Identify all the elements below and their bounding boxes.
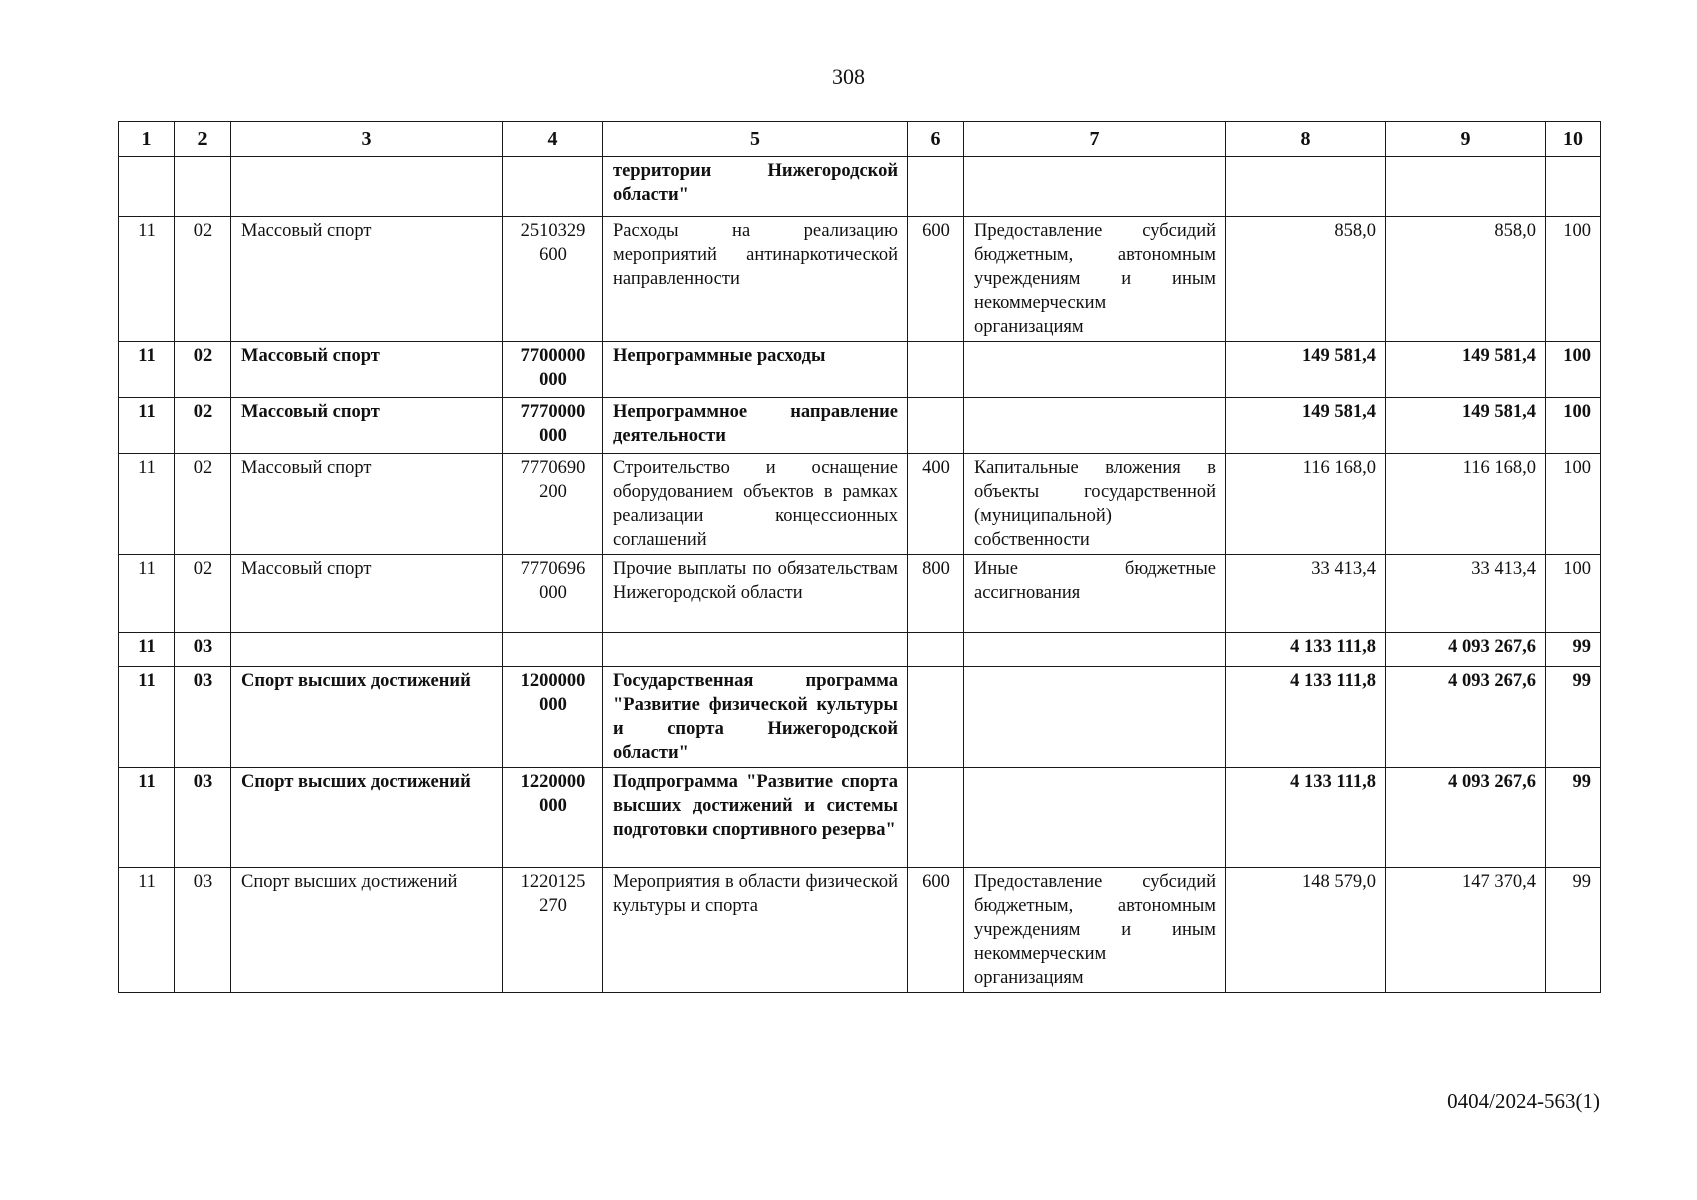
expense-type-code: 400 — [908, 454, 964, 555]
column-header: 9 — [1386, 122, 1546, 157]
target-article-code: 7770696 000 — [503, 555, 603, 633]
executed-amount: 149 581,4 — [1386, 342, 1546, 398]
subsection-code: 02 — [175, 454, 231, 555]
target-article-code — [503, 633, 603, 667]
execution-percent — [1546, 157, 1601, 217]
expense-type-name — [964, 633, 1226, 667]
column-header: 10 — [1546, 122, 1601, 157]
subsection-name: Массовый спорт — [231, 454, 503, 555]
expense-type-code: 800 — [908, 555, 964, 633]
table-row — [119, 157, 1601, 217]
executed-amount: 4 093 267,6 — [1386, 667, 1546, 768]
subsection-code — [175, 157, 231, 217]
target-article-code: 1220125 270 — [503, 868, 603, 993]
planned-amount: 4 133 111,8 — [1226, 633, 1386, 667]
section-code: 11 — [119, 633, 175, 667]
column-header: 1 — [119, 122, 175, 157]
column-header: 6 — [908, 122, 964, 157]
subsection-name: Массовый спорт — [231, 217, 503, 342]
target-article-name: Мероприятия в области физической культуры и спорта — [603, 868, 908, 993]
target-article-code: 7770690 200 — [503, 454, 603, 555]
target-article-name: Государственная программа "Развитие физической культуры и спорта Нижегородской области" — [603, 667, 908, 768]
subsection-code: 02 — [175, 342, 231, 398]
section-code: 11 — [119, 217, 175, 342]
expense-type-name: Предоставление субсидий бюджетным, автономным учреждениям и иным некоммерческим организациям — [964, 868, 1226, 993]
execution-percent: 99 — [1546, 633, 1601, 667]
execution-percent: 100 — [1546, 342, 1601, 398]
execution-percent: 100 — [1546, 398, 1601, 454]
target-article-code: 2510329 600 — [503, 217, 603, 342]
target-article-name: Подпрограмма "Развитие спорта высших достижений и системы подготовки спортивного резерва" — [603, 768, 908, 868]
subsection-code: 02 — [175, 398, 231, 454]
target-article-name: территории Нижегородской области" — [603, 157, 908, 217]
table-row — [119, 217, 1601, 342]
subsection-code: 02 — [175, 555, 231, 633]
subsection-name: Массовый спорт — [231, 398, 503, 454]
subsection-code: 03 — [175, 868, 231, 993]
expense-type-code — [908, 633, 964, 667]
section-code: 11 — [119, 398, 175, 454]
target-article-name: Строительство и оснащение оборудованием объектов в рамках реализации концессионных соглашений — [603, 454, 908, 555]
target-article-code: 7770000 000 — [503, 398, 603, 454]
subsection-name: Спорт высших достижений — [231, 868, 503, 993]
table-row — [119, 342, 1601, 398]
table-row — [119, 555, 1601, 633]
expense-type-code — [908, 342, 964, 398]
planned-amount: 116 168,0 — [1226, 454, 1386, 555]
subsection-code: 02 — [175, 217, 231, 342]
column-header: 7 — [964, 122, 1226, 157]
expense-type-code: 600 — [908, 868, 964, 993]
table-row — [119, 398, 1601, 454]
execution-percent: 100 — [1546, 555, 1601, 633]
table-row — [119, 454, 1601, 555]
document-code: 0404/2024-563(1) — [1447, 1089, 1600, 1113]
target-article-code: 7700000 000 — [503, 342, 603, 398]
expense-type-code: 600 — [908, 217, 964, 342]
expense-type-name — [964, 342, 1226, 398]
subsection-name: Спорт высших достижений — [231, 667, 503, 768]
executed-amount: 4 093 267,6 — [1386, 633, 1546, 667]
planned-amount — [1226, 157, 1386, 217]
planned-amount: 148 579,0 — [1226, 868, 1386, 993]
target-article-code — [503, 157, 603, 217]
subsection-code: 03 — [175, 633, 231, 667]
column-header: 2 — [175, 122, 231, 157]
table-row — [119, 667, 1601, 768]
section-code: 11 — [119, 342, 175, 398]
expense-type-name — [964, 398, 1226, 454]
target-article-name: Прочие выплаты по обязательствам Нижегородской области — [603, 555, 908, 633]
expense-type-name: Капитальные вложения в объекты государственной (муниципальной) собственности — [964, 454, 1226, 555]
section-code: 11 — [119, 667, 175, 768]
table-row — [119, 768, 1601, 868]
executed-amount: 147 370,4 — [1386, 868, 1546, 993]
executed-amount: 4 093 267,6 — [1386, 768, 1546, 868]
planned-amount: 33 413,4 — [1226, 555, 1386, 633]
executed-amount: 116 168,0 — [1386, 454, 1546, 555]
execution-percent: 100 — [1546, 454, 1601, 555]
section-code: 11 — [119, 454, 175, 555]
expense-type-code — [908, 398, 964, 454]
planned-amount: 4 133 111,8 — [1226, 768, 1386, 868]
target-article-name — [603, 633, 908, 667]
target-article-name: Расходы на реализацию мероприятий антинаркотической направленности — [603, 217, 908, 342]
subsection-code: 03 — [175, 768, 231, 868]
executed-amount — [1386, 157, 1546, 217]
budget-table — [118, 121, 1601, 993]
column-header: 8 — [1226, 122, 1386, 157]
subsection-name — [231, 633, 503, 667]
section-code — [119, 157, 175, 217]
table-row — [119, 633, 1601, 667]
target-article-name: Непрограммные расходы — [603, 342, 908, 398]
execution-percent: 99 — [1546, 868, 1601, 993]
subsection-name: Массовый спорт — [231, 555, 503, 633]
execution-percent: 99 — [1546, 667, 1601, 768]
section-code: 11 — [119, 768, 175, 868]
planned-amount: 4 133 111,8 — [1226, 667, 1386, 768]
expense-type-name: Предоставление субсидий бюджетным, автономным учреждениям и иным некоммерческим организациям — [964, 217, 1226, 342]
subsection-name: Массовый спорт — [231, 342, 503, 398]
target-article-code: 1200000 000 — [503, 667, 603, 768]
target-article-code: 1220000 000 — [503, 768, 603, 868]
page-number: 308 — [832, 64, 865, 89]
planned-amount: 858,0 — [1226, 217, 1386, 342]
table-header-row — [119, 122, 1601, 157]
section-code: 11 — [119, 868, 175, 993]
expense-type-name — [964, 768, 1226, 868]
expense-type-name — [964, 157, 1226, 217]
execution-percent: 99 — [1546, 768, 1601, 868]
executed-amount: 33 413,4 — [1386, 555, 1546, 633]
executed-amount: 149 581,4 — [1386, 398, 1546, 454]
expense-type-code — [908, 768, 964, 868]
execution-percent: 100 — [1546, 217, 1601, 342]
expense-type-name — [964, 667, 1226, 768]
subsection-code: 03 — [175, 667, 231, 768]
executed-amount: 858,0 — [1386, 217, 1546, 342]
table-row — [119, 868, 1601, 993]
column-header: 3 — [231, 122, 503, 157]
column-header: 5 — [603, 122, 908, 157]
section-code: 11 — [119, 555, 175, 633]
planned-amount: 149 581,4 — [1226, 342, 1386, 398]
expense-type-name: Иные бюджетные ассигнования — [964, 555, 1226, 633]
expense-type-code — [908, 667, 964, 768]
target-article-name: Непрограммное направление деятельности — [603, 398, 908, 454]
planned-amount: 149 581,4 — [1226, 398, 1386, 454]
subsection-name: Спорт высших достижений — [231, 768, 503, 868]
expense-type-code — [908, 157, 964, 217]
subsection-name — [231, 157, 503, 217]
column-header: 4 — [503, 122, 603, 157]
